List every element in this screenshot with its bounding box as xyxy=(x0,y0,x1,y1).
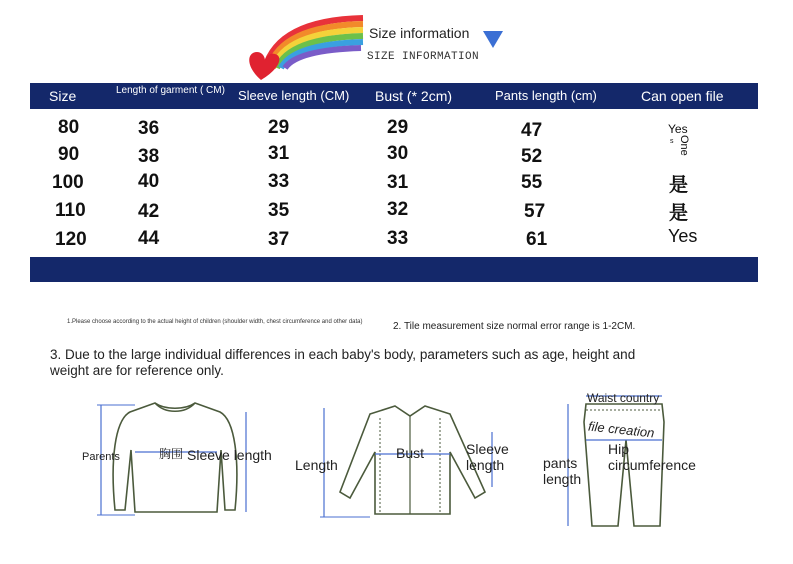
cell-pants: 52 xyxy=(521,146,543,167)
label-file-creation: file creation xyxy=(587,418,656,441)
label-hip: Hip circumference xyxy=(608,441,696,473)
cell-open: Yes xyxy=(668,122,688,136)
label-chest-cn: 胸围 xyxy=(159,447,184,461)
cell-size: 100 xyxy=(52,172,84,193)
column-header-sleeve: Sleeve length (CM) xyxy=(238,88,350,103)
column-header-size: Size xyxy=(49,88,77,104)
vertical-s-text: s xyxy=(670,138,674,145)
note-1: 1.Please choose according to the actual height of children (shoulder width, chest circumference and other data) xyxy=(67,319,363,325)
cell-open: Yes xyxy=(668,226,698,246)
cell-sleeve: 29 xyxy=(268,117,290,138)
cell-pants: 61 xyxy=(526,229,548,250)
cell-length: 36 xyxy=(138,118,160,139)
cell-size: 80 xyxy=(58,117,80,138)
column-header-length: Length of garment ( CM) xyxy=(116,85,225,96)
cell-bust: 33 xyxy=(387,228,409,249)
cell-bust: 31 xyxy=(387,172,409,193)
page-title: Size information xyxy=(369,25,470,41)
rainbow-icon xyxy=(243,8,368,83)
cell-pants: 57 xyxy=(524,201,546,222)
cell-length: 40 xyxy=(138,171,160,192)
column-header-bust: Bust (* 2cm) xyxy=(375,88,453,104)
column-header-pants: Pants length (cm) xyxy=(495,88,597,103)
cell-sleeve: 37 xyxy=(268,229,290,250)
cell-bust: 32 xyxy=(387,199,409,220)
cell-sleeve: 31 xyxy=(268,143,290,164)
table-header xyxy=(30,83,758,109)
column-header-open: Can open file xyxy=(641,88,724,104)
label-waist: Waist country xyxy=(587,391,660,405)
cell-bust: 29 xyxy=(387,117,409,138)
cell-pants: 47 xyxy=(521,120,543,141)
table-footer-band xyxy=(30,257,758,282)
dropdown-triangle-icon xyxy=(483,31,503,48)
cell-length: 42 xyxy=(138,201,160,222)
note-2: 2. Tile measurement size normal error range is 1-2CM. xyxy=(393,321,636,332)
cell-length: 38 xyxy=(138,146,160,167)
cell-sleeve: 35 xyxy=(268,200,290,221)
cell-pants: 55 xyxy=(521,172,543,193)
cell-size: 120 xyxy=(55,229,87,250)
label-length: Length xyxy=(295,457,338,473)
cell-size: 90 xyxy=(58,144,80,165)
rainbow-heart-logo xyxy=(243,8,368,83)
cell-open: 是 xyxy=(669,175,689,196)
label-bust: Bust xyxy=(396,445,425,461)
cell-open: 是 xyxy=(669,203,689,224)
label-sleeve-length: Sleeve length xyxy=(187,447,272,463)
vertical-one-text: One xyxy=(678,135,690,156)
note-3: 3. Due to the large individual differences in each baby's body, parameters such as age, height and weight are for reference only. xyxy=(50,347,636,378)
cell-sleeve: 33 xyxy=(268,171,290,192)
cell-length: 44 xyxy=(138,228,160,249)
cell-size: 110 xyxy=(55,200,86,221)
cell-bust: 30 xyxy=(387,143,409,164)
page-subtitle: SIZE INFORMATION xyxy=(367,51,480,63)
label-pants-length: pants length xyxy=(543,455,582,487)
label-jacket-sleeve: Sleeve length xyxy=(466,441,509,473)
label-parents: Parents xyxy=(82,451,120,463)
